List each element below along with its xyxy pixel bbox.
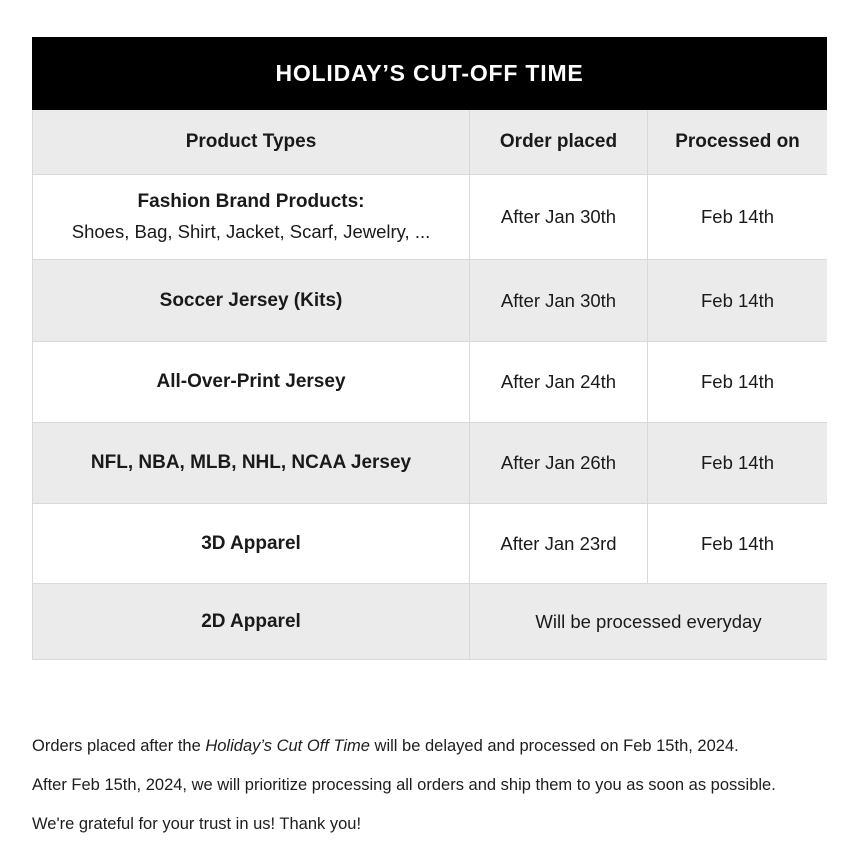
processed-on-cell: Feb 14th [648, 423, 827, 504]
processed-on-cell: Feb 14th [648, 342, 827, 423]
processed-on-cell: Feb 14th [648, 260, 827, 342]
column-header-order-placed: Order placed [470, 110, 648, 175]
table-row [33, 423, 826, 504]
product-name: 3D Apparel [201, 532, 301, 554]
product-name: Soccer Jersey (Kits) [159, 289, 343, 311]
column-header-processed-on: Processed on [648, 110, 827, 175]
product-cell [33, 260, 470, 342]
order-placed-cell: After Jan 30th [470, 175, 648, 260]
note-line-1 [32, 736, 842, 756]
table-row [33, 504, 826, 584]
note-1-prefix: Orders placed after the [32, 737, 206, 755]
order-placed-cell: After Jan 23rd [470, 504, 648, 584]
footer-notes [32, 736, 842, 834]
table-body [32, 110, 827, 660]
table-title: HOLIDAY’S CUT-OFF TIME [275, 60, 584, 86]
table-row [33, 584, 826, 659]
product-name: Fashion Brand Products: [137, 191, 365, 212]
product-cell [33, 175, 470, 260]
note-1-italic: Holiday’s Cut Off Time [205, 737, 370, 755]
product-detail: Shoes, Bag, Shirt, Jacket, Scarf, Jewelry, ... [71, 221, 431, 242]
note-1-suffix: will be delayed and processed on Feb 15th, 2024. [369, 737, 739, 755]
product-cell [33, 342, 470, 423]
product-name: 2D Apparel [201, 610, 301, 632]
table-title-bar [32, 37, 827, 110]
processed-on-cell: Feb 14th [648, 504, 827, 584]
note-line-2: After Feb 15th, 2024, we will prioritize processing all orders and ship them to you as soon as possible. [32, 776, 776, 794]
note-line-3: We're grateful for your trust in us! Thank you! [32, 815, 362, 833]
table-row [33, 342, 826, 423]
cutoff-time-table [32, 37, 827, 660]
order-placed-cell: After Jan 30th [470, 260, 648, 342]
table-header-row [33, 110, 826, 175]
product-cell [33, 504, 470, 584]
product-cell [33, 584, 470, 659]
column-header-product-types: Product Types [33, 110, 470, 175]
product-name: NFL, NBA, MLB, NHL, NCAA Jersey [90, 452, 412, 473]
product-name: All-Over-Print Jersey [156, 371, 346, 392]
product-cell [33, 423, 470, 504]
merged-processing-cell: Will be processed everyday [470, 584, 827, 659]
processed-on-cell: Feb 14th [648, 175, 827, 260]
table-row [33, 260, 826, 342]
order-placed-cell: After Jan 24th [470, 342, 648, 423]
table-row [33, 175, 826, 260]
order-placed-cell: After Jan 26th [470, 423, 648, 504]
